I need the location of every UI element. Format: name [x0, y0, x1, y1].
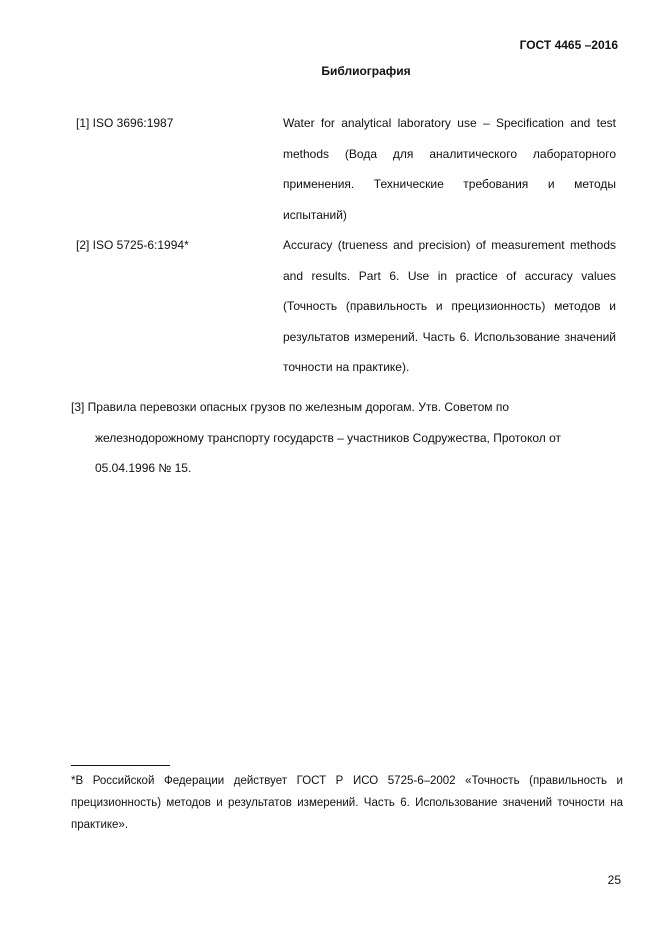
reference-1-label: [1] ISO 3696:1987	[76, 116, 174, 130]
standard-code: ГОСТ 4465 –2016	[519, 38, 618, 52]
reference-2-label: [2] ISO 5725-6:1994*	[76, 238, 189, 252]
footnote: *В Российской Федерации действует ГОСТ Р ИСО 5725-6–2002 «Точность (правильность и прецизионность) методов и результатов измерений. Часть 6. Использование значений точности на практике».	[71, 775, 623, 831]
reference-3-text	[0, 392, 618, 484]
reference-3-body: [3] Правила перевозки опасных грузов по железным дорогам. Утв. Советом по железнодорожному транспорту государств – участников Содружества, Протокол от 05.04.1996 № 15.	[71, 400, 561, 475]
reference-1-text: Water for analytical laboratory use – Specification and test methods (Вода для аналитического лабораторного применения. Технические требования и методы испытаний)	[283, 116, 616, 222]
footnote-separator	[71, 765, 170, 766]
reference-2-text: Accuracy (trueness and precision) of measurement methods and results. Part 6. Use in practice of accuracy values (Точность (правильность и прецизионность) методов и результатов измерений. Часть 6. Использование значений точности на практике).	[283, 238, 616, 374]
page-number: 25	[607, 873, 621, 887]
page-title: Библиография	[321, 64, 411, 78]
